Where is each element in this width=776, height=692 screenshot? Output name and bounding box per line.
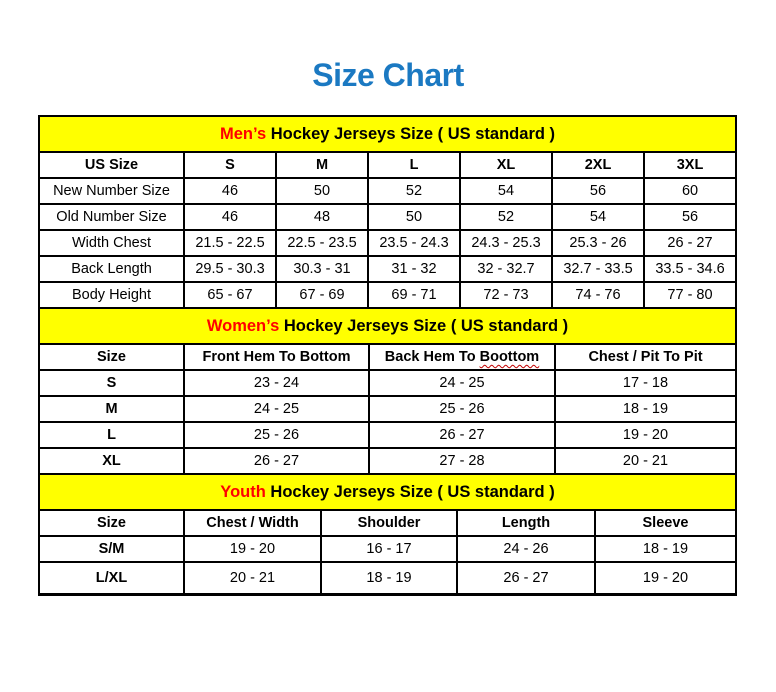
column-header: L	[368, 152, 460, 178]
column-header: Front Hem To Bottom	[184, 344, 369, 370]
size-value-cell: 31 - 32	[368, 256, 460, 282]
size-value-cell: 22.5 - 23.5	[276, 230, 368, 256]
column-header: XL	[460, 152, 552, 178]
size-value-cell: 18 - 19	[321, 562, 457, 595]
mens-section-banner-row	[39, 116, 736, 152]
section-banner-text: Hockey Jerseys Size ( US standard )	[266, 124, 556, 143]
size-value-cell: 19 - 20	[555, 422, 736, 448]
youth-size-table	[38, 473, 737, 596]
section-banner-text: Hockey Jerseys Size ( US standard )	[279, 316, 569, 335]
table-row	[39, 422, 736, 448]
size-value-cell: 24.3 - 25.3	[460, 230, 552, 256]
misspelled-word: Boottom	[479, 349, 540, 366]
size-value-cell: 46	[184, 204, 276, 230]
size-value-cell: 74 - 76	[552, 282, 644, 308]
size-value-cell: 50	[276, 178, 368, 204]
size-value-cell: 48	[276, 204, 368, 230]
size-value-cell: 23 - 24	[184, 370, 369, 396]
section-banner-text: Hockey Jerseys Size ( US standard )	[265, 482, 555, 501]
size-value-cell: 54	[552, 204, 644, 230]
size-value-cell: 26 - 27	[457, 562, 595, 595]
size-value-cell: 32.7 - 33.5	[552, 256, 644, 282]
size-value-cell: 19 - 20	[184, 536, 321, 562]
size-value-cell: 77 - 80	[644, 282, 736, 308]
section-banner-highlight: Youth	[220, 482, 266, 501]
row-label: XL	[39, 448, 184, 474]
section-banner-highlight: Women’s	[206, 316, 280, 335]
row-label: L/XL	[39, 562, 184, 595]
size-value-cell: 23.5 - 24.3	[368, 230, 460, 256]
size-value-cell: 17 - 18	[555, 370, 736, 396]
table-header-row	[39, 152, 736, 178]
size-value-cell: 72 - 73	[460, 282, 552, 308]
row-label: S/M	[39, 536, 184, 562]
column-header	[369, 344, 555, 370]
size-value-cell: 24 - 25	[184, 396, 369, 422]
size-value-cell: 26 - 27	[184, 448, 369, 474]
size-value-cell: 67 - 69	[276, 282, 368, 308]
row-label: Old Number Size	[39, 204, 184, 230]
row-label: L	[39, 422, 184, 448]
size-value-cell: 16 - 17	[321, 536, 457, 562]
size-value-cell: 19 - 20	[595, 562, 736, 595]
column-header: Shoulder	[321, 510, 457, 536]
column-header: S	[184, 152, 276, 178]
size-value-cell: 29.5 - 30.3	[184, 256, 276, 282]
column-header: Size	[39, 344, 184, 370]
size-value-cell: 52	[460, 204, 552, 230]
size-value-cell: 21.5 - 22.5	[184, 230, 276, 256]
row-label: Back Length	[39, 256, 184, 282]
womens-section-banner-row	[39, 308, 736, 344]
section-banner	[39, 308, 736, 344]
size-value-cell: 65 - 67	[184, 282, 276, 308]
row-label: New Number Size	[39, 178, 184, 204]
size-value-cell: 25 - 26	[184, 422, 369, 448]
size-value-cell: 24 - 25	[369, 370, 555, 396]
table-row	[39, 536, 736, 562]
table-row	[39, 204, 736, 230]
column-header: Size	[39, 510, 184, 536]
size-value-cell: 56	[644, 204, 736, 230]
table-row	[39, 256, 736, 282]
column-header: 3XL	[644, 152, 736, 178]
size-value-cell: 32 - 32.7	[460, 256, 552, 282]
section-banner	[39, 474, 736, 510]
table-row	[39, 448, 736, 474]
column-header: M	[276, 152, 368, 178]
size-value-cell: 50	[368, 204, 460, 230]
size-value-cell: 54	[460, 178, 552, 204]
size-value-cell: 56	[552, 178, 644, 204]
page-title: Size Chart	[312, 57, 464, 93]
table-row	[39, 282, 736, 308]
size-value-cell: 24 - 26	[457, 536, 595, 562]
column-header: 2XL	[552, 152, 644, 178]
table-header-row	[39, 344, 736, 370]
row-label: S	[39, 370, 184, 396]
row-label: M	[39, 396, 184, 422]
table-row	[39, 562, 736, 595]
mens-size-table	[38, 115, 737, 309]
size-value-cell: 52	[368, 178, 460, 204]
table-row	[39, 396, 736, 422]
section-banner-highlight: Men’s	[219, 124, 267, 143]
column-header-text: Back Hem To	[384, 349, 480, 366]
column-header: Sleeve	[595, 510, 736, 536]
row-label: Body Height	[39, 282, 184, 308]
size-value-cell: 30.3 - 31	[276, 256, 368, 282]
size-tables-container	[38, 115, 735, 596]
table-row	[39, 230, 736, 256]
column-header: Chest / Width	[184, 510, 321, 536]
youth-section-banner-row	[39, 474, 736, 510]
size-value-cell: 26 - 27	[644, 230, 736, 256]
size-value-cell: 69 - 71	[368, 282, 460, 308]
size-value-cell: 25 - 26	[369, 396, 555, 422]
womens-size-table	[38, 307, 737, 475]
size-value-cell: 33.5 - 34.6	[644, 256, 736, 282]
size-value-cell: 26 - 27	[369, 422, 555, 448]
size-value-cell: 20 - 21	[184, 562, 321, 595]
section-banner	[39, 116, 736, 152]
size-value-cell: 60	[644, 178, 736, 204]
size-value-cell: 20 - 21	[555, 448, 736, 474]
column-header: Chest / Pit To Pit	[555, 344, 736, 370]
column-header: US Size	[39, 152, 184, 178]
column-header: Length	[457, 510, 595, 536]
table-row	[39, 178, 736, 204]
row-label: Width Chest	[39, 230, 184, 256]
size-value-cell: 25.3 - 26	[552, 230, 644, 256]
size-value-cell: 27 - 28	[369, 448, 555, 474]
table-header-row	[39, 510, 736, 536]
size-value-cell: 46	[184, 178, 276, 204]
size-value-cell: 18 - 19	[555, 396, 736, 422]
table-row	[39, 370, 736, 396]
size-value-cell: 18 - 19	[595, 536, 736, 562]
